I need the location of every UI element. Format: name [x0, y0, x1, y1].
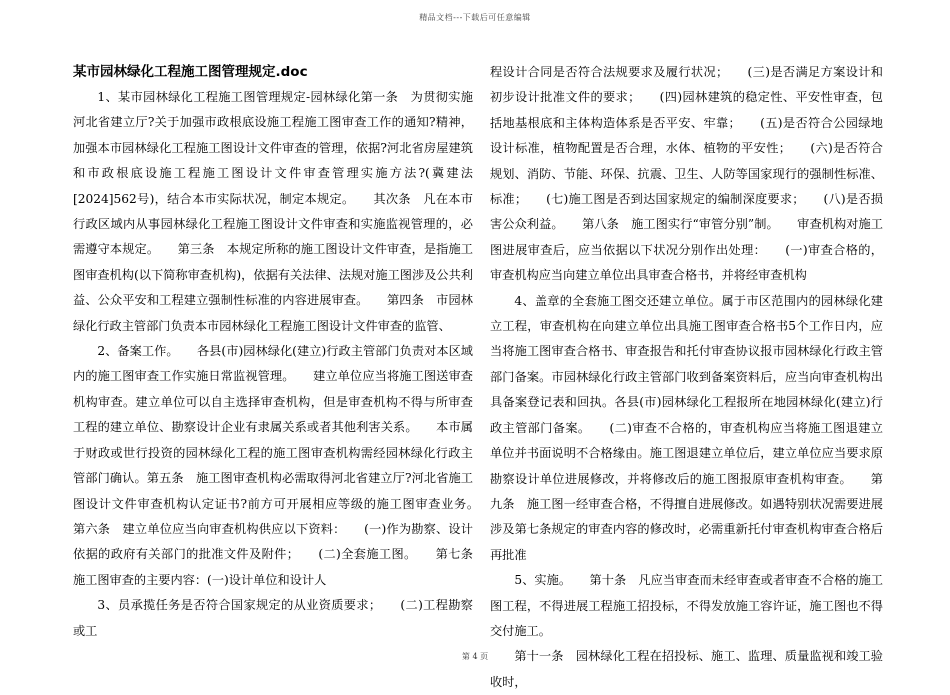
page-header: 精品文档---下载后可任意编辑: [419, 13, 531, 22]
right-column: [490, 60, 883, 695]
paragraph-6: 第十一条 园林绿化工程在招投标、施工、监理、质量监视和竣工验收时，: [490, 649, 883, 689]
document-title: 某市园林绿化工程施工图管理规定.doc: [73, 64, 308, 80]
paragraph-5: 5、实施。 第十条 凡应当审查而未经审查或者审查不合格的施工图工程，不得进展工程施工招投标，不得发放施工容许证，施工图也不得交付施工。: [490, 573, 883, 638]
paragraph-2: 2、备案工作。 各县(市)园林绿化(建立)行政主管部门负责对本区域内的施工图审查工作实施日常监视管理。 建立单位应当将施工图送审查机构审查。建立单位可以自主选择审查机构，但是审查机构不得与所审查工程的建立单位、勘察设计企业有隶属关系或者其他利害关系。 本市属于财政或世行投资的园林绿化工程的施工图审查机构需经园林绿化行政主管部门确认。第五条 施工图审查机构必需取得河北省建立厅?河北省施工图设计文件审查机构认定证书?前方可开展相应等级的施工图审查业务。 第六条 建立单位应当向审查机构供应以下资料： (一)作为勘察、设计依据的政府有关部门的批准文件及附件； (二)全套施工图。 第七条 施工图审查的主要内容：(一)设计单位和设计人: [73, 344, 498, 587]
paragraph-3: 3、员承揽任务是否符合国家规定的从业资质要求； (二)工程勘察或工: [73, 598, 473, 638]
paragraph-1: 1、某市园林绿化工程施工图管理规定-园林绿化第一条 为贯彻实施河北省建立厅?关于加强市政根底设施工程施工图审查工作的通知?精神，加强本市园林绿化工程施工图设计文件审查的管理，依据?河北省房屋建筑和市政根底设施工程施工图设计文件审查管理实施方法?(冀建法[2024]562号)，结合本市实际状况，制定本规定。 其次条 凡在本市行政区域内从事园林绿化工程施工图设计文件审查和实施监视管理的，必需遵守本规定。 第三条 本规定所称的施工图设计文件审查，是指施工图审查机构(以下简称审查机构)，依据有关法律、法规对施工图涉及公共利益、公众平安和工程建立强制性标准的内容进展审查。 第四条 市园林绿化行政主管部门负责本市园林绿化工程施工图设计文件审查的监管、: [73, 90, 473, 333]
page-number: 第 4 页: [461, 652, 489, 661]
left-column: [73, 60, 498, 644]
paragraph-3-continued: 程设计合同是否符合法规要求及履行状况； (三)是否满足方案设计和初步设计批准文件的要求； (四)园林建筑的稳定性、平安性审查，包括地基根底和主体构造体系是否平安、牢靠； (五)是否符合公园绿地设计标准，植物配置是否合理，水体、植物的平安性； (六)是否符合规划、消防、节能、环保、抗震、卫生、人防等国家现行的强制性标准、标准； (七)施工图是否到达国家规定的编制深度要求； (八)是否损害公众利益。 第八条 施工图实行“审管分别”制。 审查机构对施工图进展审查后，应当依据以下状况分别作出处理： (一)审查合格的，审查机构应当向建立单位出具审查合格书，并将经审查机构: [490, 65, 883, 283]
paragraph-4: 4、盖章的全套施工图交还建立单位。属于市区范围内的园林绿化建立工程，审查机构在向建立单位出具施工图审查合格书5个工作日内，应当将施工图审查合格书、审查报告和托付审查协议报市园林绿化行政主管部门备案。市园林绿化行政主管部门收到备案资料后，应当向审查机构出具备案登记表和回执。各县(市)园林绿化工程报所在地园林绿化(建立)行政主管部门备案。 (二)审查不合格的，审查机构应当将施工图退建立单位并书面说明不合格缘由。施工图退建立单位后，建立单位应当要求原勘察设计单位进展修改，并将修改后的施工图报原审查机构审查。 第九条 施工图一经审查合格，不得擅自进展修改。如遇特别状况需要进展涉及第七条规定的审查内容的修改时，必需重新托付审查机构审查合格后再批准: [490, 293, 883, 562]
